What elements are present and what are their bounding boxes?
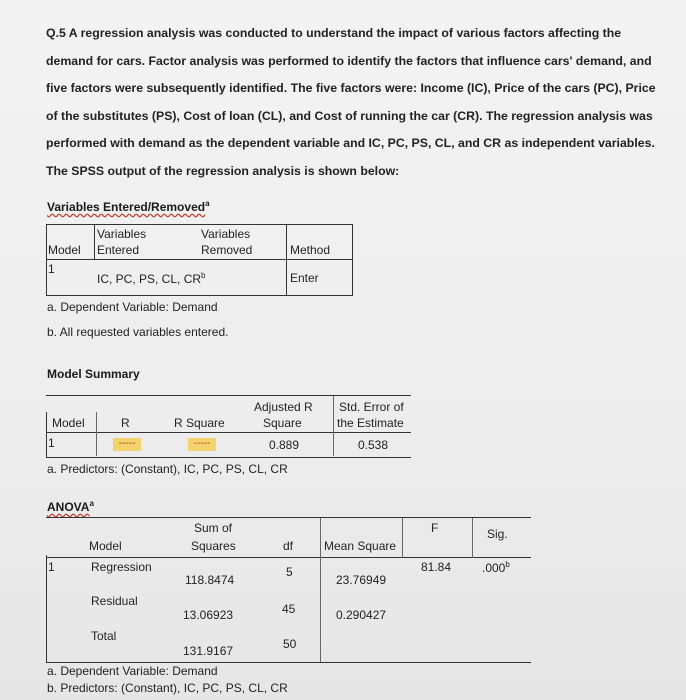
anova-title [47,499,94,514]
ms-header-adj-1: Adjusted R [254,400,313,414]
vars-row-model: 1 [48,262,55,276]
ms-row-adj-r-square: 0.889 [269,438,300,452]
vars-header-entered-2: Entered [97,243,140,257]
vars-header-removed-1: Variables [201,227,251,241]
vars-note-a: a. Dependent Variable: Demand [47,300,218,314]
vars-row-entered [97,271,205,286]
vars-header-model: Model [48,243,81,257]
anova-model-number: 1 [48,560,55,574]
anova-residual-ms: 0.290427 [336,608,387,622]
anova-header-ss-1: Sum of [194,521,233,535]
anova-header-sig: Sig. [487,527,508,541]
anova-regression-sig [482,560,510,575]
anova-regression-f: 81.84 [421,560,452,574]
vars-row-entered-sup: b [201,271,206,280]
anova-regression-label: Regression [91,560,152,574]
anova-regression-ss: 118.8474 [185,573,235,587]
ms-header-adj-2: Square [263,416,302,430]
anova-title-text: ANOVA [47,500,90,514]
anova-total-df: 50 [283,637,297,651]
anova-header-ms: Mean Square [324,539,397,553]
anova-note-b: b. Predictors: (Constant), IC, PC, PS, CL, CR [47,681,288,695]
anova-regression-ms: 23.76949 [336,573,387,587]
question-text: Q.5 A regression analysis was conducted to understand the impact of various factors affecting the demand for cars. Factor analysis was performed to identify the factors that influence cars' demand, and five factors were subsequently identified. The five factors were: Income (IC), Price of the cars (PC), Price of the substitutes (PS), Cost of loan (CL), and Cost of running the car (CR). The regression analysis was performed with demand as the dependent variable and IC, PC, PS, CL, and CR as independent variables. The SPSS output of the regression analysis is shown below: [46,26,656,178]
ms-header-se-2: the Estimate [337,416,404,430]
anova-regression-df: 5 [286,565,293,579]
ms-header-se-1: Std. Error of [339,400,404,414]
vars-row-entered-text: IC, PC, PS, CL, CR [97,272,202,286]
ms-row-r-square: ----- [188,438,216,451]
ms-row-std-error: 0.538 [358,438,389,452]
ms-row-model: 1 [48,436,55,450]
anova-total-ss: 131.9167 [183,644,234,658]
ms-row-r: ----- [113,438,141,451]
anova-header-ss-2: Squares [191,539,236,553]
variables-table-title [47,199,210,214]
ms-note-a: a. Predictors: (Constant), IC, PC, PS, CL, CR [47,462,288,476]
model-summary-title: Model Summary [47,367,140,381]
anova-total-label: Total [91,629,117,643]
variables-table-title-sup: a [205,199,210,208]
anova-note-a: a. Dependent Variable: Demand [47,664,218,678]
anova-title-sup: a [89,499,94,508]
vars-header-removed-2: Removed [201,243,253,257]
ms-header-r: R [121,416,130,430]
anova-residual-df: 45 [282,602,296,616]
anova-header-model: Model [89,539,122,553]
anova-residual-ss: 13.06923 [183,608,234,622]
vars-note-b: b. All requested variables entered. [47,325,229,339]
ms-header-model: Model [52,416,85,430]
vars-header-entered-1: Variables [97,227,147,241]
anova-residual-label: Residual [91,594,138,608]
anova-header-f: F [431,521,439,535]
vars-row-method: Enter [290,271,319,285]
variables-table-title-text: Variables Entered/Removed [47,200,206,214]
anova-regression-sig-text: .000 [482,561,506,575]
anova-header-df: df [283,539,294,553]
anova-regression-sig-sup: b [505,560,510,569]
vars-header-method: Method [290,243,331,257]
ms-header-r-square: R Square [174,416,225,430]
